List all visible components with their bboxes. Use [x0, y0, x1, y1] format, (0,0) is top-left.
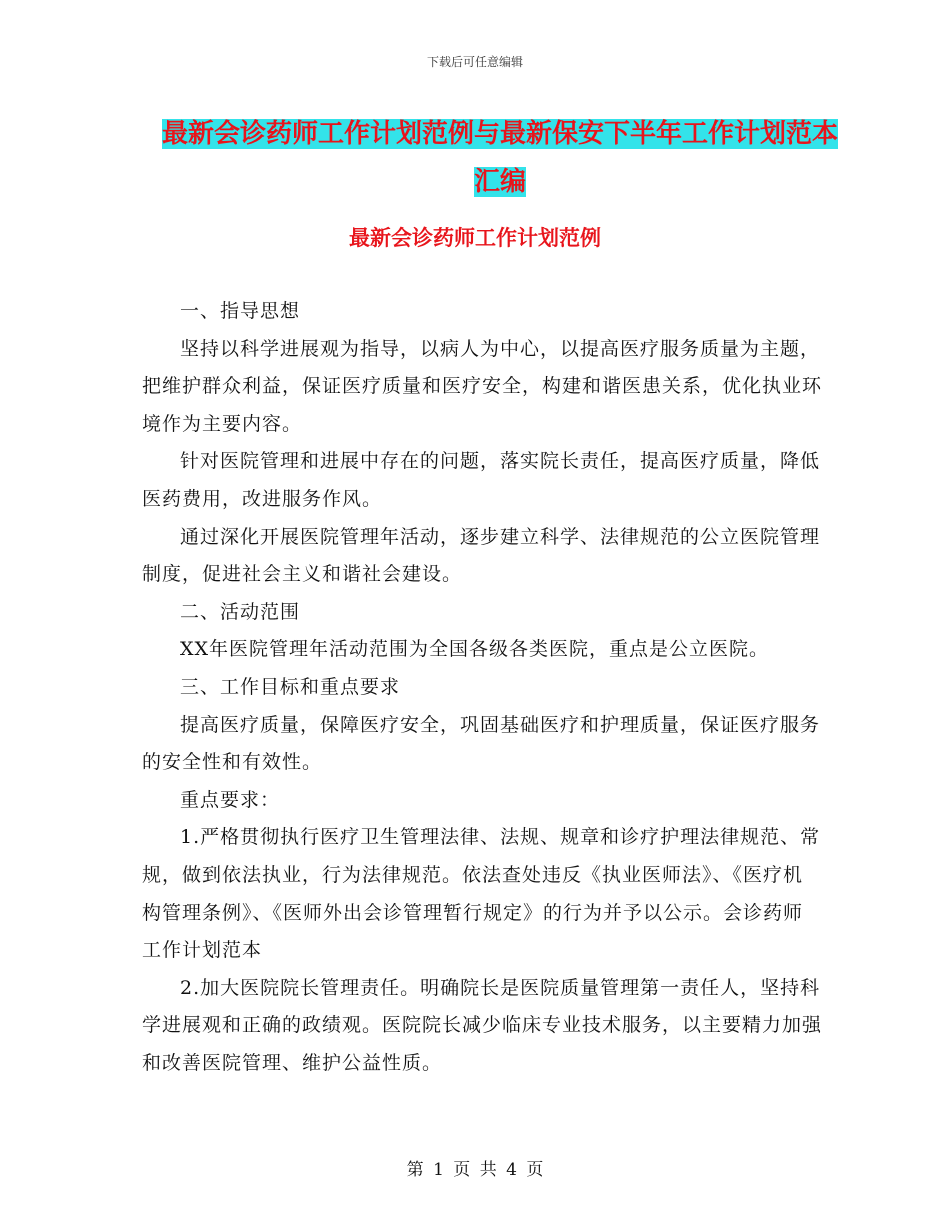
paragraph: 二、活动范围: [180, 600, 301, 623]
page-footer: 第 1 页 共 4 页: [406, 1160, 544, 1180]
paragraph: 三、工作目标和重点要求: [180, 675, 401, 698]
paragraph: 1.严格贯彻执行医疗卫生管理法律、法规、规章和诊疗护理法律规范、常规，做到依法执业，行为法律规范。依法查处违反《执业医师法》、《医疗机构管理条例》、《医师外出会诊管理暂行规定》的行为并予以公示。会诊药师工作计划范本: [142, 826, 821, 962]
paragraph: 针对医院管理和进展中存在的问题，落实院长责任，提高医疗质量，降低医药费用，改进服务作风。: [142, 450, 821, 510]
document-title: [160, 110, 840, 206]
header-note: 下载后可任意编辑: [426, 55, 523, 69]
paragraph: 重点要求：: [180, 788, 281, 811]
document-title-text: 最新会诊药师工作计划范例与最新保安下半年工作计划范本汇编: [161, 119, 838, 197]
paragraph: 一、指导思想: [180, 300, 301, 322]
paragraph: 坚持以科学进展观为指导，以病人为中心，以提高医疗服务质量为主题，把维护群众利益，保证医疗质量和医疗安全，构建和谐医患关系，优化执业环境作为主要内容。: [142, 337, 823, 435]
paragraph: XX年医院管理年活动范围为全国各级各类医院，重点是公立医院。: [180, 638, 770, 661]
section-title: 最新会诊药师工作计划范例: [349, 226, 601, 250]
paragraph: 提高医疗质量，保障医疗安全，巩固基础医疗和护理质量，保证医疗服务的安全性和有效性。: [142, 713, 821, 774]
paragraph: 2.加大医院院长管理责任。明确院长是医院质量管理第一责任人，坚持科学进展观和正确的政绩观。医院院长减少临床专业技术服务，以主要精力加强和改善医院管理、维护公益性质。: [142, 976, 823, 1074]
document-body: [142, 293, 822, 1082]
paragraph: 通过深化开展医院管理年活动，逐步建立科学、法律规范的公立医院管理制度，促进社会主义和谐社会建设。: [142, 525, 821, 586]
